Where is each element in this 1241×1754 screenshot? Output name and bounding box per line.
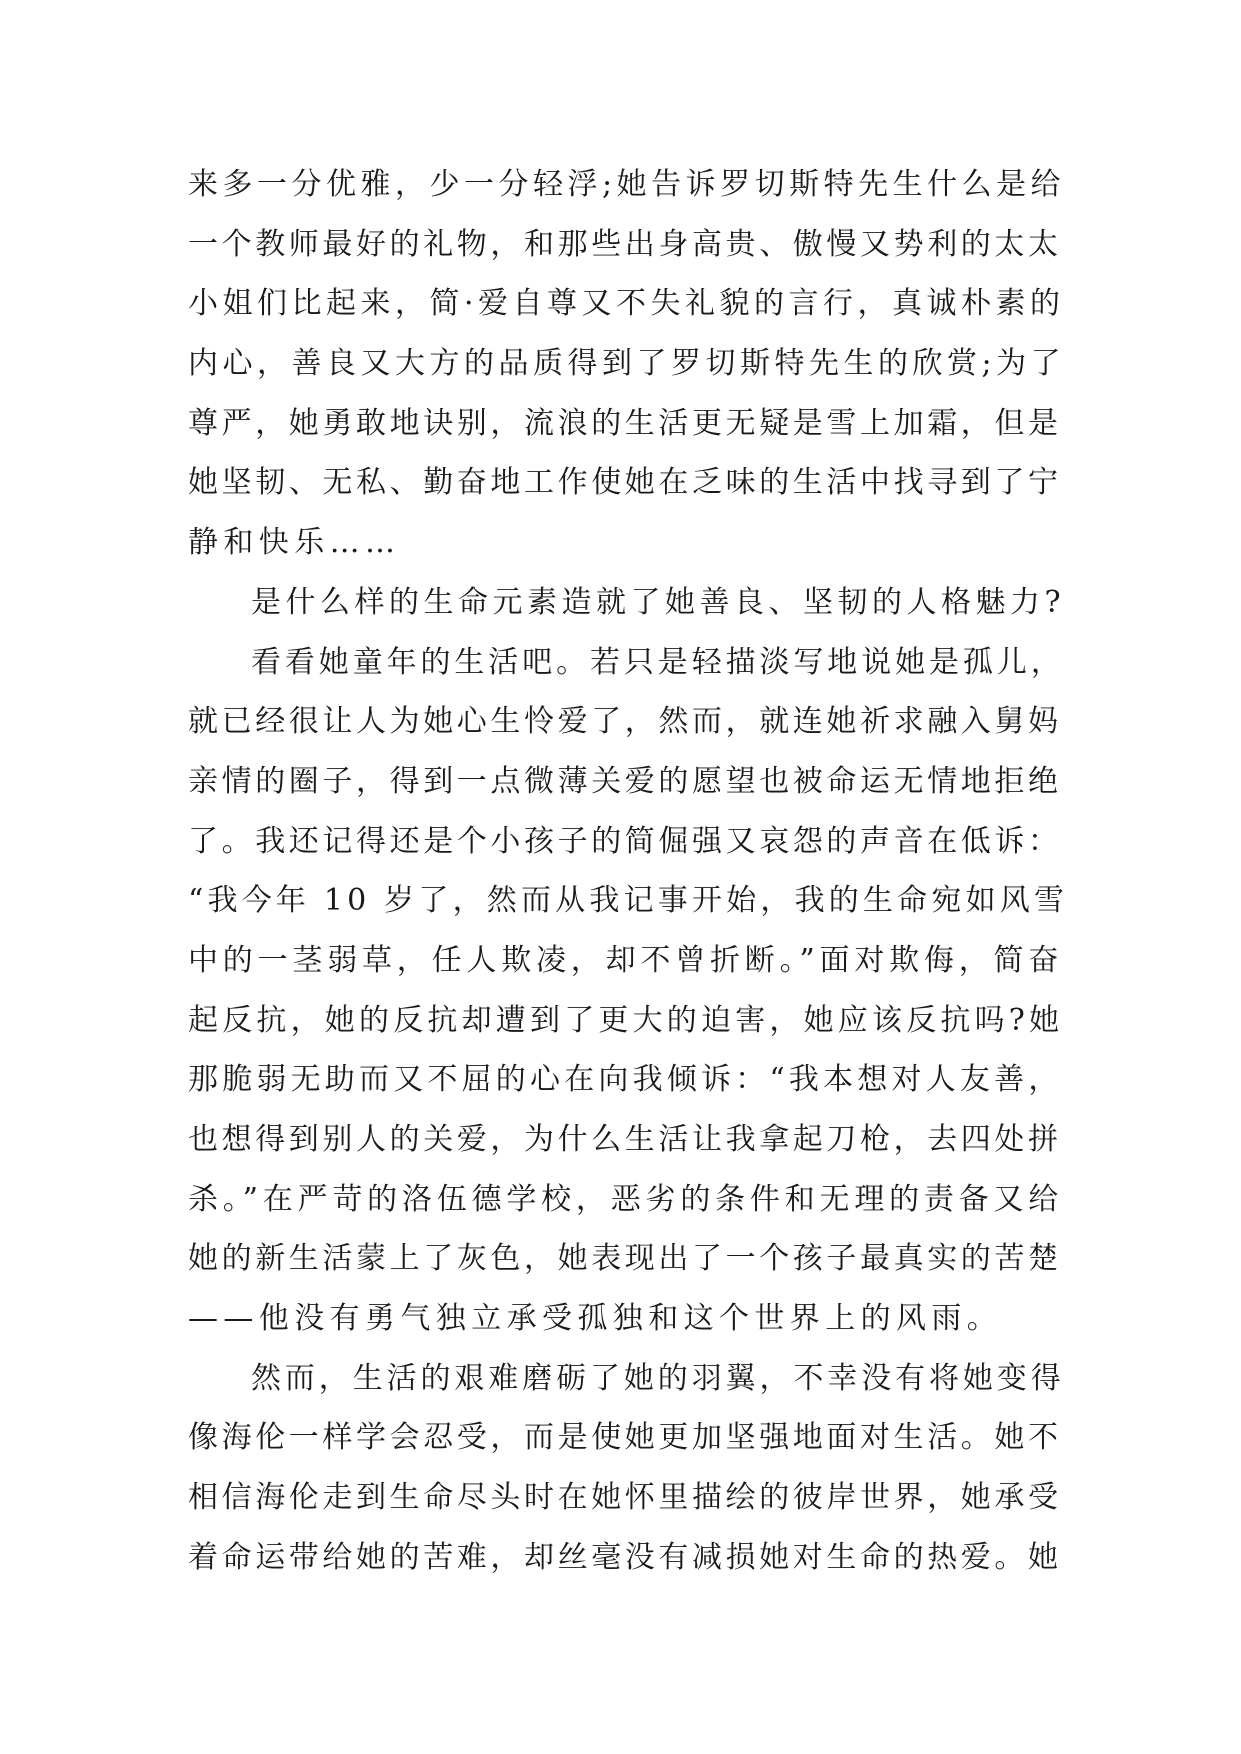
text-line: 杀。”在严苛的洛伍德学校，恶劣的条件和无理的责备又给 [188,1181,1064,1217]
text-line: 中的一茎弱草，任人欺凌，却不曾折断。”面对欺侮，简奋 [188,942,1064,978]
text-line: 了。我还记得还是个小孩子的简倔强又哀怨的声音在低诉： [188,823,1062,859]
essay-text [188,155,1068,1588]
text-line: 像海伦一样学会忍受，而是使她更加坚强地面对生活。她不 [188,1420,1062,1456]
text-line: 尊严，她勇敢地诀别，流浪的生活更无疑是雪上加霜，但是 [188,405,1062,441]
text-line: 小姐们比起来，简·爱自尊又不失礼貌的言行，真诚朴素的 [188,286,1065,322]
paragraph-first-line: 是什么样的生命元素造就了她善良、坚韧的人格魅力? [251,584,1066,620]
text-line: 内心，善良又大方的品质得到了罗切斯特先生的欣赏;为了 [188,346,1066,382]
text-line: 就已经很让人为她心生怜爱了，然而，就连她祈求融入舅妈 [188,704,1062,740]
text-line: 她坚韧、无私、勤奋地工作使她在乏味的生活中找寻到了宁 [188,465,1062,501]
text-line: 来多一分优雅，少一分轻浮;她告诉罗切斯特先生什么是给 [188,167,1066,202]
text-line: 一个教师最好的礼物，和那些出身高贵、傲慢又势利的太太 [188,226,1062,262]
text-line: “我今年 10 岁了，然而从我记事开始，我的生命宛如风雪 [188,883,1069,919]
text-line: 也想得到别人的关爱，为什么生活让我拿起刀枪，去四处拼 [188,1122,1062,1157]
paragraph-first-line: 然而，生活的艰难磨砺了她的羽翼，不幸没有将她变得 [251,1360,1065,1396]
text-line: ——他没有勇气独立承受孤独和这个世界上的风雨。 [188,1301,1003,1337]
text-line: 静和快乐…… [188,525,401,561]
text-line: 那脆弱无助而又不屈的心在向我倾诉：“我本想对人友善， [188,1062,1063,1098]
text-line: 相信海伦走到生命尽头时在她怀里描绘的彼岸世界，她承受 [188,1480,1062,1516]
text-line: 亲情的圈子，得到一点微薄关爱的愿望也被命运无情地拒绝 [188,763,1062,799]
text-line: 起反抗，她的反抗却遭到了更大的迫害，她应该反抗吗?她 [188,1002,1064,1038]
text-line: 着命运带给她的苦难，却丝毫没有减损她对生命的热爱。她 [188,1539,1062,1575]
paragraph-first-line: 看看她童年的生活吧。若只是轻描淡写地说她是孤儿， [251,644,1065,680]
text-line: 她的新生活蒙上了灰色，她表现出了一个孩子最真实的苦楚 [188,1241,1062,1277]
